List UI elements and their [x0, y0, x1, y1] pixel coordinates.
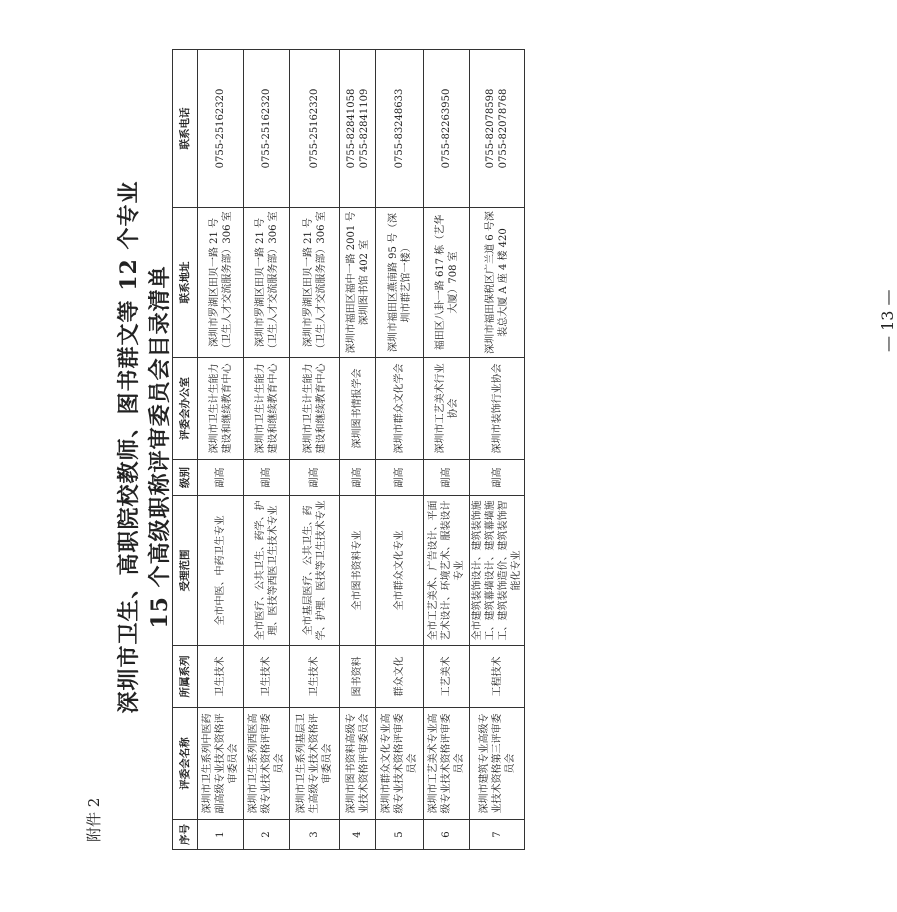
cell-phone: 0755-82841058 0755-82841109: [340, 50, 376, 208]
cell-no: 1: [198, 820, 244, 850]
table-row: [424, 50, 470, 850]
cell-level: 副高: [198, 460, 244, 496]
cell-name: 深圳市卫生系列基层卫生高级专业技术资格评审委员会: [290, 708, 340, 820]
cell-address: 深圳市福田保税区广兰道 6 号深装总大厦 A 座 4 楼 420: [470, 208, 525, 358]
cell-scope: 全市图书资料专业: [340, 496, 376, 646]
cell-name: 深圳市卫生系列西医高级专业技术资格评审委员会: [244, 708, 290, 820]
header-no: 序号: [173, 820, 198, 850]
cell-phone: 0755-83248633: [376, 50, 424, 208]
cell-office: 深圳市工艺美术行业协会: [424, 358, 470, 460]
cell-no: 6: [424, 820, 470, 850]
cell-series: 图书资料: [340, 646, 376, 708]
cell-level: 副高: [290, 460, 340, 496]
cell-scope: 全市中医、中药卫生专业: [198, 496, 244, 646]
table-body: [198, 50, 525, 850]
table-row: [198, 50, 244, 850]
cell-series: 卫生技术: [198, 646, 244, 708]
cell-level: 副高: [424, 460, 470, 496]
cell-level: 副高: [470, 460, 525, 496]
cell-name: 深圳市图书资料高级专业技术资格评审委员会: [340, 708, 376, 820]
cell-no: 5: [376, 820, 424, 850]
cell-level: 副高: [340, 460, 376, 496]
committee-table: [172, 49, 525, 850]
cell-office: 深圳图书情报学会: [340, 358, 376, 460]
cell-series: 工艺美术: [424, 646, 470, 708]
cell-phone: 0755-25162320: [244, 50, 290, 208]
cell-office: 深圳市装饰行业协会: [470, 358, 525, 460]
cell-address: 深圳市福田区燕南路 95 号（深圳市群艺馆一楼）: [376, 208, 424, 358]
cell-no: 3: [290, 820, 340, 850]
cell-name: 深圳市卫生系列中医药副高级专业技术资格评审委员会: [198, 708, 244, 820]
header-scope: 受理范围: [173, 496, 198, 646]
cell-no: 2: [244, 820, 290, 850]
cell-series: 卫生技术: [290, 646, 340, 708]
cell-name: 深圳市群众文化专业高级专业技术资格评审委员会: [376, 708, 424, 820]
cell-series: 群众文化: [376, 646, 424, 708]
cell-office: 深圳市卫生计生能力建设和继续教育中心: [198, 358, 244, 460]
cell-level: 副高: [244, 460, 290, 496]
table-row: [290, 50, 340, 850]
header-office: 评委会办公室: [173, 358, 198, 460]
page-title-line1: 深圳市卫生、高职院校教师、图书群文等 12 个专业: [116, 180, 142, 714]
cell-level: 副高: [376, 460, 424, 496]
table-row: [244, 50, 290, 850]
header-name: 评委会名称: [173, 708, 198, 820]
cell-series: 卫生技术: [244, 646, 290, 708]
cell-phone: 0755-25162320: [198, 50, 244, 208]
table-row: [470, 50, 525, 850]
cell-office: 深圳市群众文化学会: [376, 358, 424, 460]
header-level: 级别: [173, 460, 198, 496]
cell-phone: 0755-25162320: [290, 50, 340, 208]
cell-name: 深圳市工艺美术专业高级专业技术资格评审委员会: [424, 708, 470, 820]
cell-office: 深圳市卫生计生能力建设和继续教育中心: [290, 358, 340, 460]
cell-phone: 0755-82078598 0755-82078768: [470, 50, 525, 208]
cell-office: 深圳市卫生计生能力建设和继续教育中心: [244, 358, 290, 460]
cell-address: 福田区八卦一路 617 栋（艺华大厦）708 室: [424, 208, 470, 358]
cell-scope: 全市群众文化专业: [376, 496, 424, 646]
header-phone: 联系电话: [173, 50, 198, 208]
cell-scope: 全市医疗、公共卫生、药学、护理、医技等西医卫生技术专业: [244, 496, 290, 646]
cell-address: 深圳市罗湖区田贝一路 21 号（卫生人才交流服务部）306 室: [290, 208, 340, 358]
table-row: [340, 50, 376, 850]
header-series: 所属系列: [173, 646, 198, 708]
cell-scope: 全市基层医疗、公共卫生、药学、护理、医技等卫生技术专业: [290, 496, 340, 646]
attachment-label: 附件 2: [85, 797, 103, 842]
cell-scope: 全市建筑装饰设计、建筑装饰施工、建筑幕墙设计、建筑幕墙施工、建筑装饰造价、建筑装饰智能化专业: [470, 496, 525, 646]
table-row: [376, 50, 424, 850]
header-address: 联系地址: [173, 208, 198, 358]
cell-address: 深圳市罗湖区田贝一路 21 号（卫生人才交流服务部）306 室: [198, 208, 244, 358]
cell-name: 深圳市建筑专业高级专业技术资格第三评审委员会: [470, 708, 525, 820]
cell-address: 深圳市罗湖区田贝一路 21 号（卫生人才交流服务部）306 室: [244, 208, 290, 358]
cell-no: 4: [340, 820, 376, 850]
cell-no: 7: [470, 820, 525, 850]
cell-phone: 0755-82263950: [424, 50, 470, 208]
page-number: — 13 —: [878, 289, 897, 352]
table-header-row: [173, 50, 198, 850]
cell-scope: 全市工艺美术、广告设计、平面艺术设计、环境艺术、服装设计专业: [424, 496, 470, 646]
cell-address: 深圳市福田区福中一路 2001 号深圳图书馆 402 室: [340, 208, 376, 358]
page-title-line2: 15 个高级职称评审委员会目录清单: [147, 265, 173, 629]
cell-series: 工程技术: [470, 646, 525, 708]
